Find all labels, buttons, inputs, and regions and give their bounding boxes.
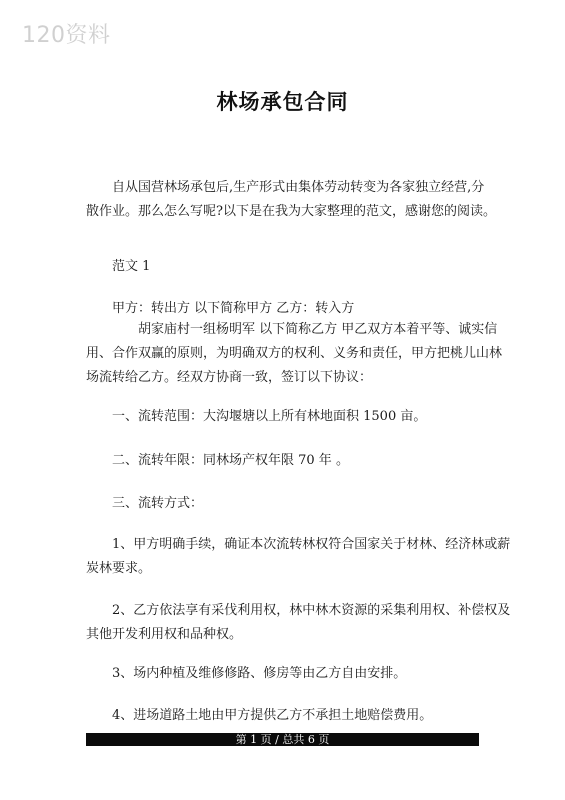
paragraph-line: 场流转给乙方。经双方协商一致，签订以下协议： bbox=[86, 370, 373, 385]
clause-item: 二、流转年限：同林场产权年限 70 年 。 bbox=[86, 453, 349, 468]
clause-item: 一、流转范围：大沟堰塘以上所有林地面积 1500 亩。 bbox=[86, 409, 427, 424]
paragraph-line: 自从国营林场承包后,生产形式由集体劳动转变为各家独立经营,分 bbox=[86, 180, 485, 195]
clause-item: 三、流转方式： bbox=[86, 496, 204, 511]
clause-item: 炭林要求。 bbox=[86, 561, 152, 576]
document-title: 林场承包合同 bbox=[216, 90, 349, 114]
clause-item: 3、场内种植及维修修路、修房等由乙方自由安排。 bbox=[86, 666, 407, 681]
clause-item: 1、甲方明确手续，确证本次流转林权符合国家关于材林、经济林或薪 bbox=[86, 537, 511, 552]
clause-item: 4、进场道路土地由甲方提供乙方不承担土地赔偿费用。 bbox=[86, 708, 433, 723]
paragraph-line: 甲方：转出方 以下简称甲方 乙方：转入方 bbox=[86, 301, 355, 316]
paragraph-line: 胡家庙村一组杨明军 以下简称乙方 甲乙双方本着平等、诚实信 bbox=[86, 322, 498, 337]
paragraph-line: 散作业。那么怎么写呢?以下是在我为大家整理的范文，感谢您的阅读。 bbox=[86, 204, 496, 219]
clause-item: 2、乙方依法享有采伐利用权，林中林木资源的采集利用权、补偿权及 bbox=[86, 603, 511, 618]
clause-item: 其他开发利用权和品种权。 bbox=[86, 627, 243, 642]
watermark-logo: 120资料 bbox=[22, 23, 111, 48]
page-number: 第 1 页 / 总共 6 页 bbox=[235, 733, 330, 746]
paragraph-line: 用、合作双赢的原则，为明确双方的权利、义务和责任，甲方把桃儿山林 bbox=[86, 346, 503, 361]
section-heading: 范文 1 bbox=[86, 259, 151, 274]
